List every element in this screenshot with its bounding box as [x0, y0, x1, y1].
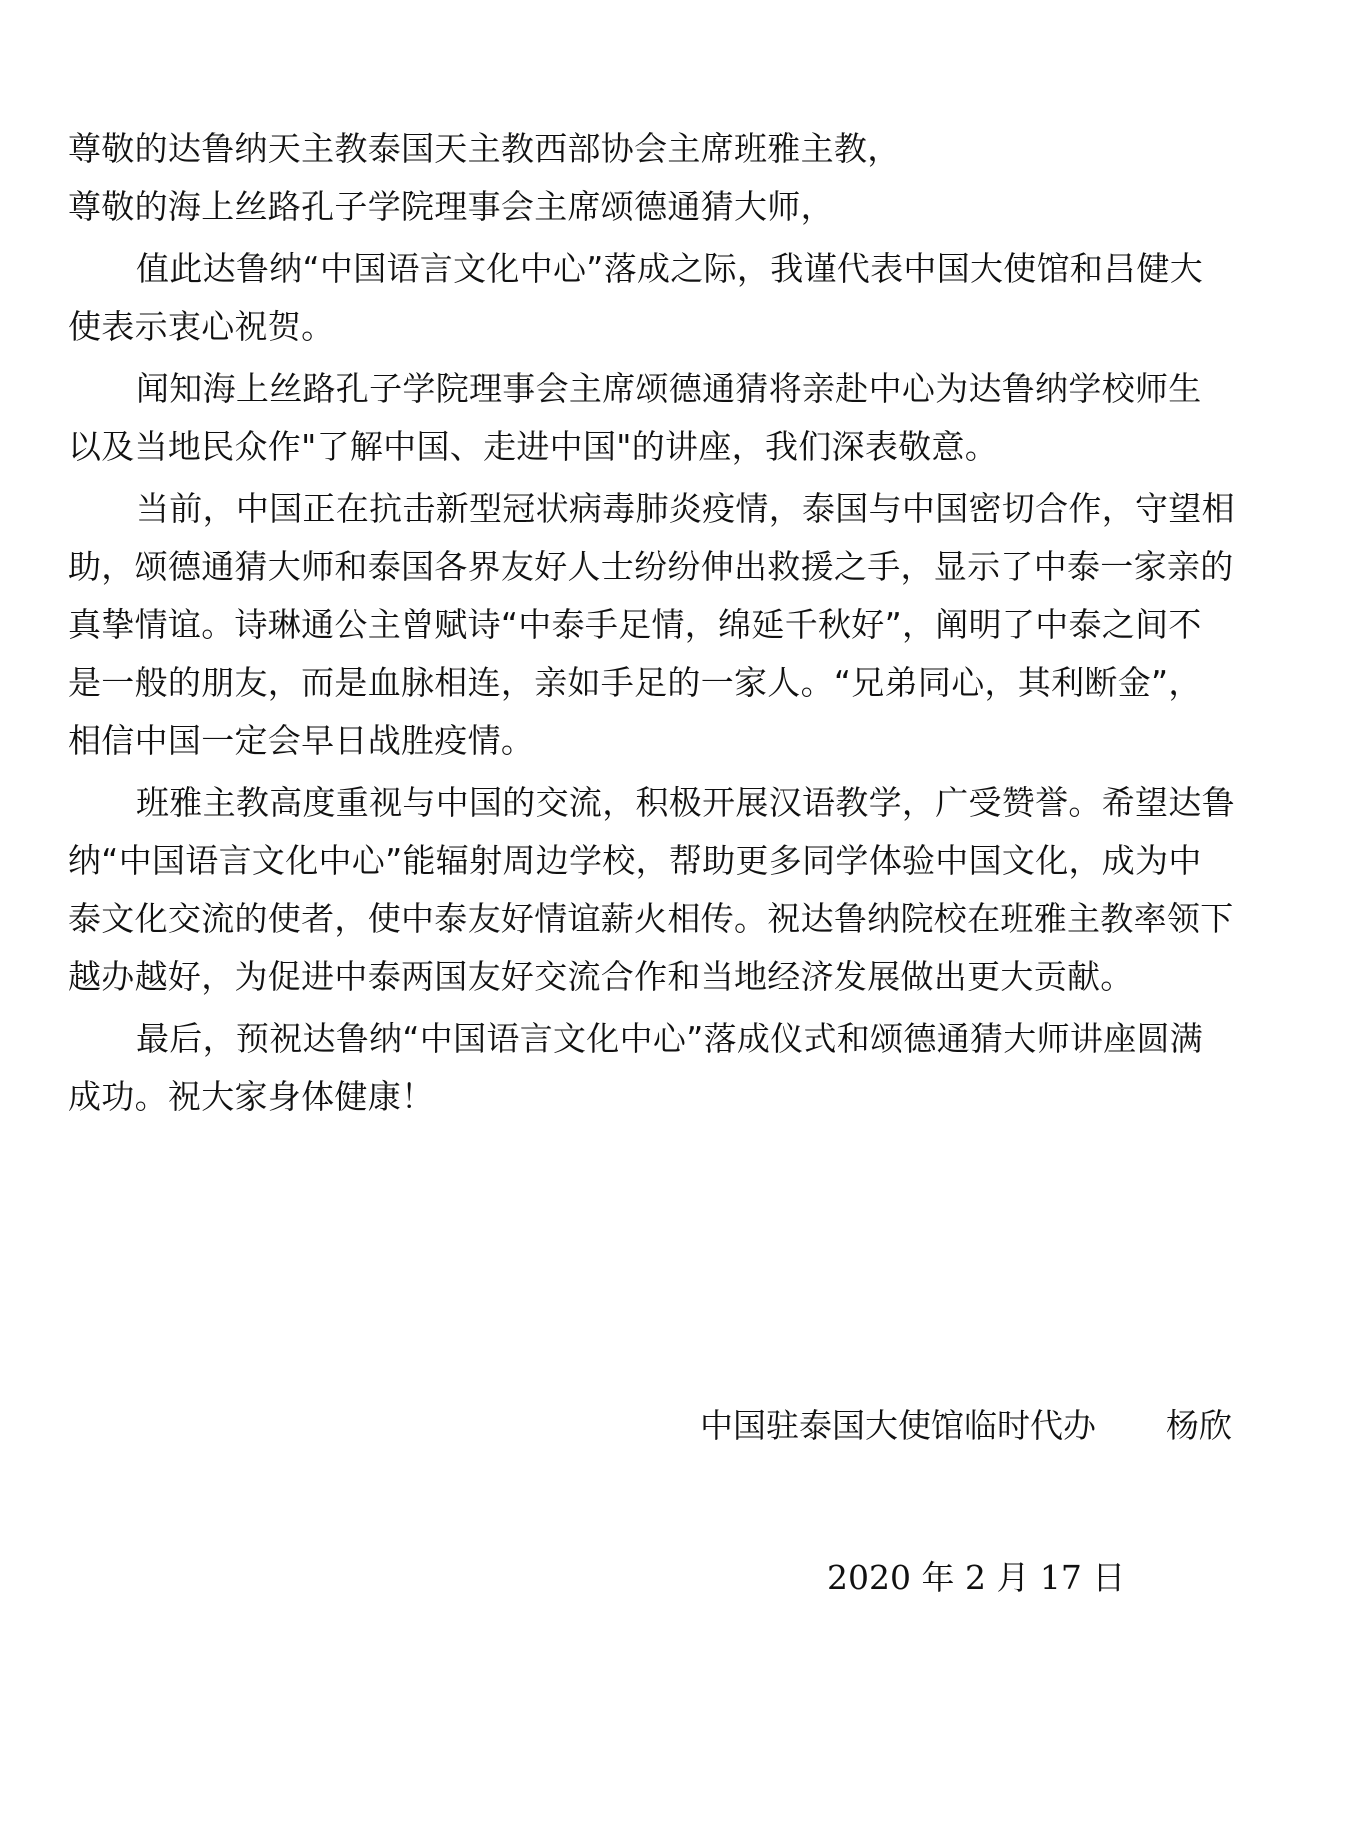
paragraph-line: 是一般的朋友，而是血脉相连，亲如手足的一家人。“兄弟同心，其利断金”，	[68, 663, 1202, 702]
salutation-bishop: 尊敬的达鲁纳天主教泰国天主教西部协会主席班雅主教，	[68, 129, 901, 168]
paragraph-congratulations	[68, 240, 1248, 356]
signature-title: 中国驻泰国大使馆临时代办	[700, 1406, 1096, 1445]
paragraph-line: 相信中国一定会早日战胜疫情。	[68, 721, 535, 760]
signature-block	[700, 1400, 1232, 1447]
paragraph-line: 班雅主教高度重视与中国的交流，积极开展汉语教学，广受赞誉。希望达鲁	[136, 783, 1235, 822]
paragraph-line: 真挚情谊。诗琳通公主曾赋诗“中泰手足情，绵延千秋好”，阐明了中泰之间不	[68, 605, 1202, 644]
signature-name: 杨欣	[1166, 1406, 1232, 1445]
paragraph-line: 最后，预祝达鲁纳“中国语言文化中心”落成仪式和颂德通猜大师讲座圆满	[136, 1019, 1204, 1058]
letter-date: 2020 年 2 月 17 日	[827, 1558, 1126, 1597]
paragraph-closing	[68, 1010, 1248, 1126]
paragraph-line: 当前，中国正在抗击新型冠状病毒肺炎疫情，泰国与中国密切合作，守望相	[136, 489, 1235, 528]
paragraph-line: 助，颂德通猜大师和泰国各界友好人士纷纷伸出救援之手，显示了中泰一家亲的	[68, 547, 1234, 586]
paragraph-line: 值此达鲁纳“中国语言文化中心”落成之际，我谨代表中国大使馆和吕健大	[136, 249, 1204, 288]
paragraph-exchange	[68, 774, 1248, 1006]
paragraph-lecture	[68, 360, 1248, 476]
paragraph-line: 以及当地民众作"了解中国、走进中国"的讲座，我们深表敬意。	[68, 427, 999, 466]
paragraph-line: 成功。祝大家身体健康！	[68, 1077, 435, 1116]
paragraph-line: 闻知海上丝路孔子学院理事会主席颂德通猜将亲赴中心为达鲁纳学校师生	[136, 369, 1202, 408]
paragraph-line: 使表示衷心祝贺。	[68, 307, 335, 346]
paragraph-line: 泰文化交流的使者，使中泰友好情谊薪火相传。祝达鲁纳院校在班雅主教率领下	[68, 899, 1234, 938]
paragraph-line: 越办越好，为促进中泰两国友好交流合作和当地经济发展做出更大贡献。	[68, 957, 1134, 996]
letter-body	[68, 120, 1248, 1126]
paragraph-line: 纳“中国语言文化中心”能辐射周边学校，帮助更多同学体验中国文化，成为中	[68, 841, 1202, 880]
salutation-master: 尊敬的海上丝路孔子学院理事会主席颂德通猜大师，	[68, 187, 834, 226]
paragraph-epidemic	[68, 480, 1248, 770]
